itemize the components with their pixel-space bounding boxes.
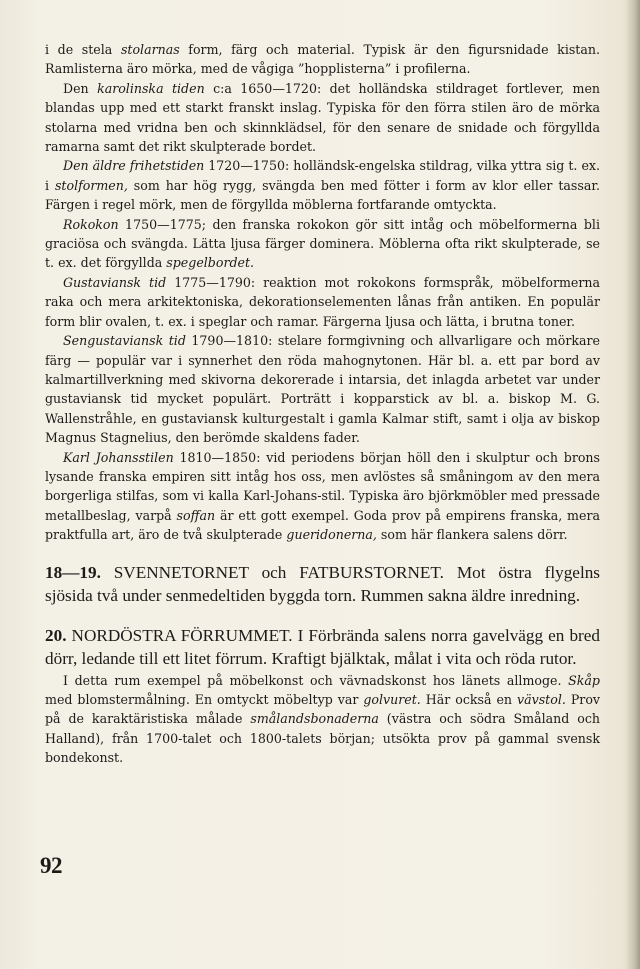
paragraph-aldre-frihetstiden: Den äldre frihetstiden 1720—1750: holländsk-engelska stildrag, vilka yttra sig t. ex. i stolformen, som har hög rygg, svängda ben med fötter i form av klor eller tassar. Färgen i regel mörk, men de förgyllda möblerna fortfarande omtyckta. <box>45 158 601 213</box>
page-number: 92 <box>40 853 62 878</box>
paragraph-karl-johansstilen: Karl Johansstilen 1810—1850: vid periodens början höll den i skulptur och brons lysande franska empiren sitt intåg hos oss, men avlöstes så småningom av den mera borgerliga stilfas, som vi kalla Karl-Johans-stil. Typiska äro björkmöbler med pressade metallbeslag, varpå soffan är ett gott exempel. Goda prov på empirens franska, mera praktfulla art, äro de två skulpterade gueridonerna, som här flankera salens dörr. <box>45 449 600 543</box>
page-edge-shadow <box>626 0 640 969</box>
paragraph-stolar: i de stela stolarnas form, färg och material. Typisk är den figursnidade kistan. Ramlisterna äro mörka, med de vågiga ”hopplisterna” i profilerna. <box>45 42 600 77</box>
section-number: 20. <box>45 625 67 645</box>
paragraph-rokokon: Rokokon 1750—1775; den franska rokokon gör sitt intåg och möbelformerna bli graciösa och svängda. Lätta ljusa färger dominera. Möblerna ofta rikt skulpterade, se t. ex. det förgyllda spegelbordet. <box>45 216 600 271</box>
paragraph-gustaviansk: Gustaviansk tid 1775—1790: reaktion mot rokokons formspråk, möbelformerna raka och mera arkitektoniska, dekorationselementen lånas från antiken. En populär form blir ovalen, t. ex. i speglar och ramar. Färgerna ljusa och lätta, i brutna toner. <box>45 274 601 329</box>
section-number: 18—19. <box>45 562 101 582</box>
paragraph-sengustaviansk: Sengustaviansk tid 1790—1810: stelare formgivning och allvarligare och mörkare färg — populär var i synnerhet den röda mahognytonen. Här bl. a. ett par bord av kalmartillverkning med skivorna dekorerade i intarsia, det inlagda arbetet var under gustaviansk tid mycket populärt. Porträtt i kopparstick av bl. a. biskop M. G. Wallenstråhle, en gustaviansk kulturgestalt i gamla Kalmar stift, samt i olja av biskop Magnus Stagnelius, den berömde skaldens fader. <box>45 333 600 446</box>
paragraph-forrummet: I detta rum exempel på möbelkonst och vävnadskonst hos länets allmoge. Skåp med blomstermålning. En omtyckt möbeltyp var golvuret. Här också en vävstol. Prov på de karaktäristiska målade smålandsbonaderna (västra och södra Småland och Halland), från 1700-talet och 1800-talets början; utsökta prov på gammal svensk bondekonst. <box>45 672 601 766</box>
section-heading-18-19: 18—19. SVENNETORNET och FATBURSTORNET. Mot östra flygelns sjösida två under senmedeltiden byggda torn. Rummen sakna äldre inredning. <box>45 562 600 606</box>
text-column <box>45 40 600 768</box>
section-heading-20: 20. NORDÖSTRA FÖRRUMMET. I Förbrända salens norra gavelvägg en bred dörr, ledande till ett litet förrum. Kraftigt bjälktak, målat i vita och röda rutor. <box>45 625 600 669</box>
paragraph-karolinska: Den karolinska tiden c:a 1650—1720: det holländska stildraget fortlever, men blandas upp med ett starkt franskt inslag. Typiska för den förra stilen äro de mörka stolarna med vridna ben och skinnklädsel, för den senare de snidade och förgyllda ramarna samt det rikt skulpterade bordet. <box>45 80 601 155</box>
